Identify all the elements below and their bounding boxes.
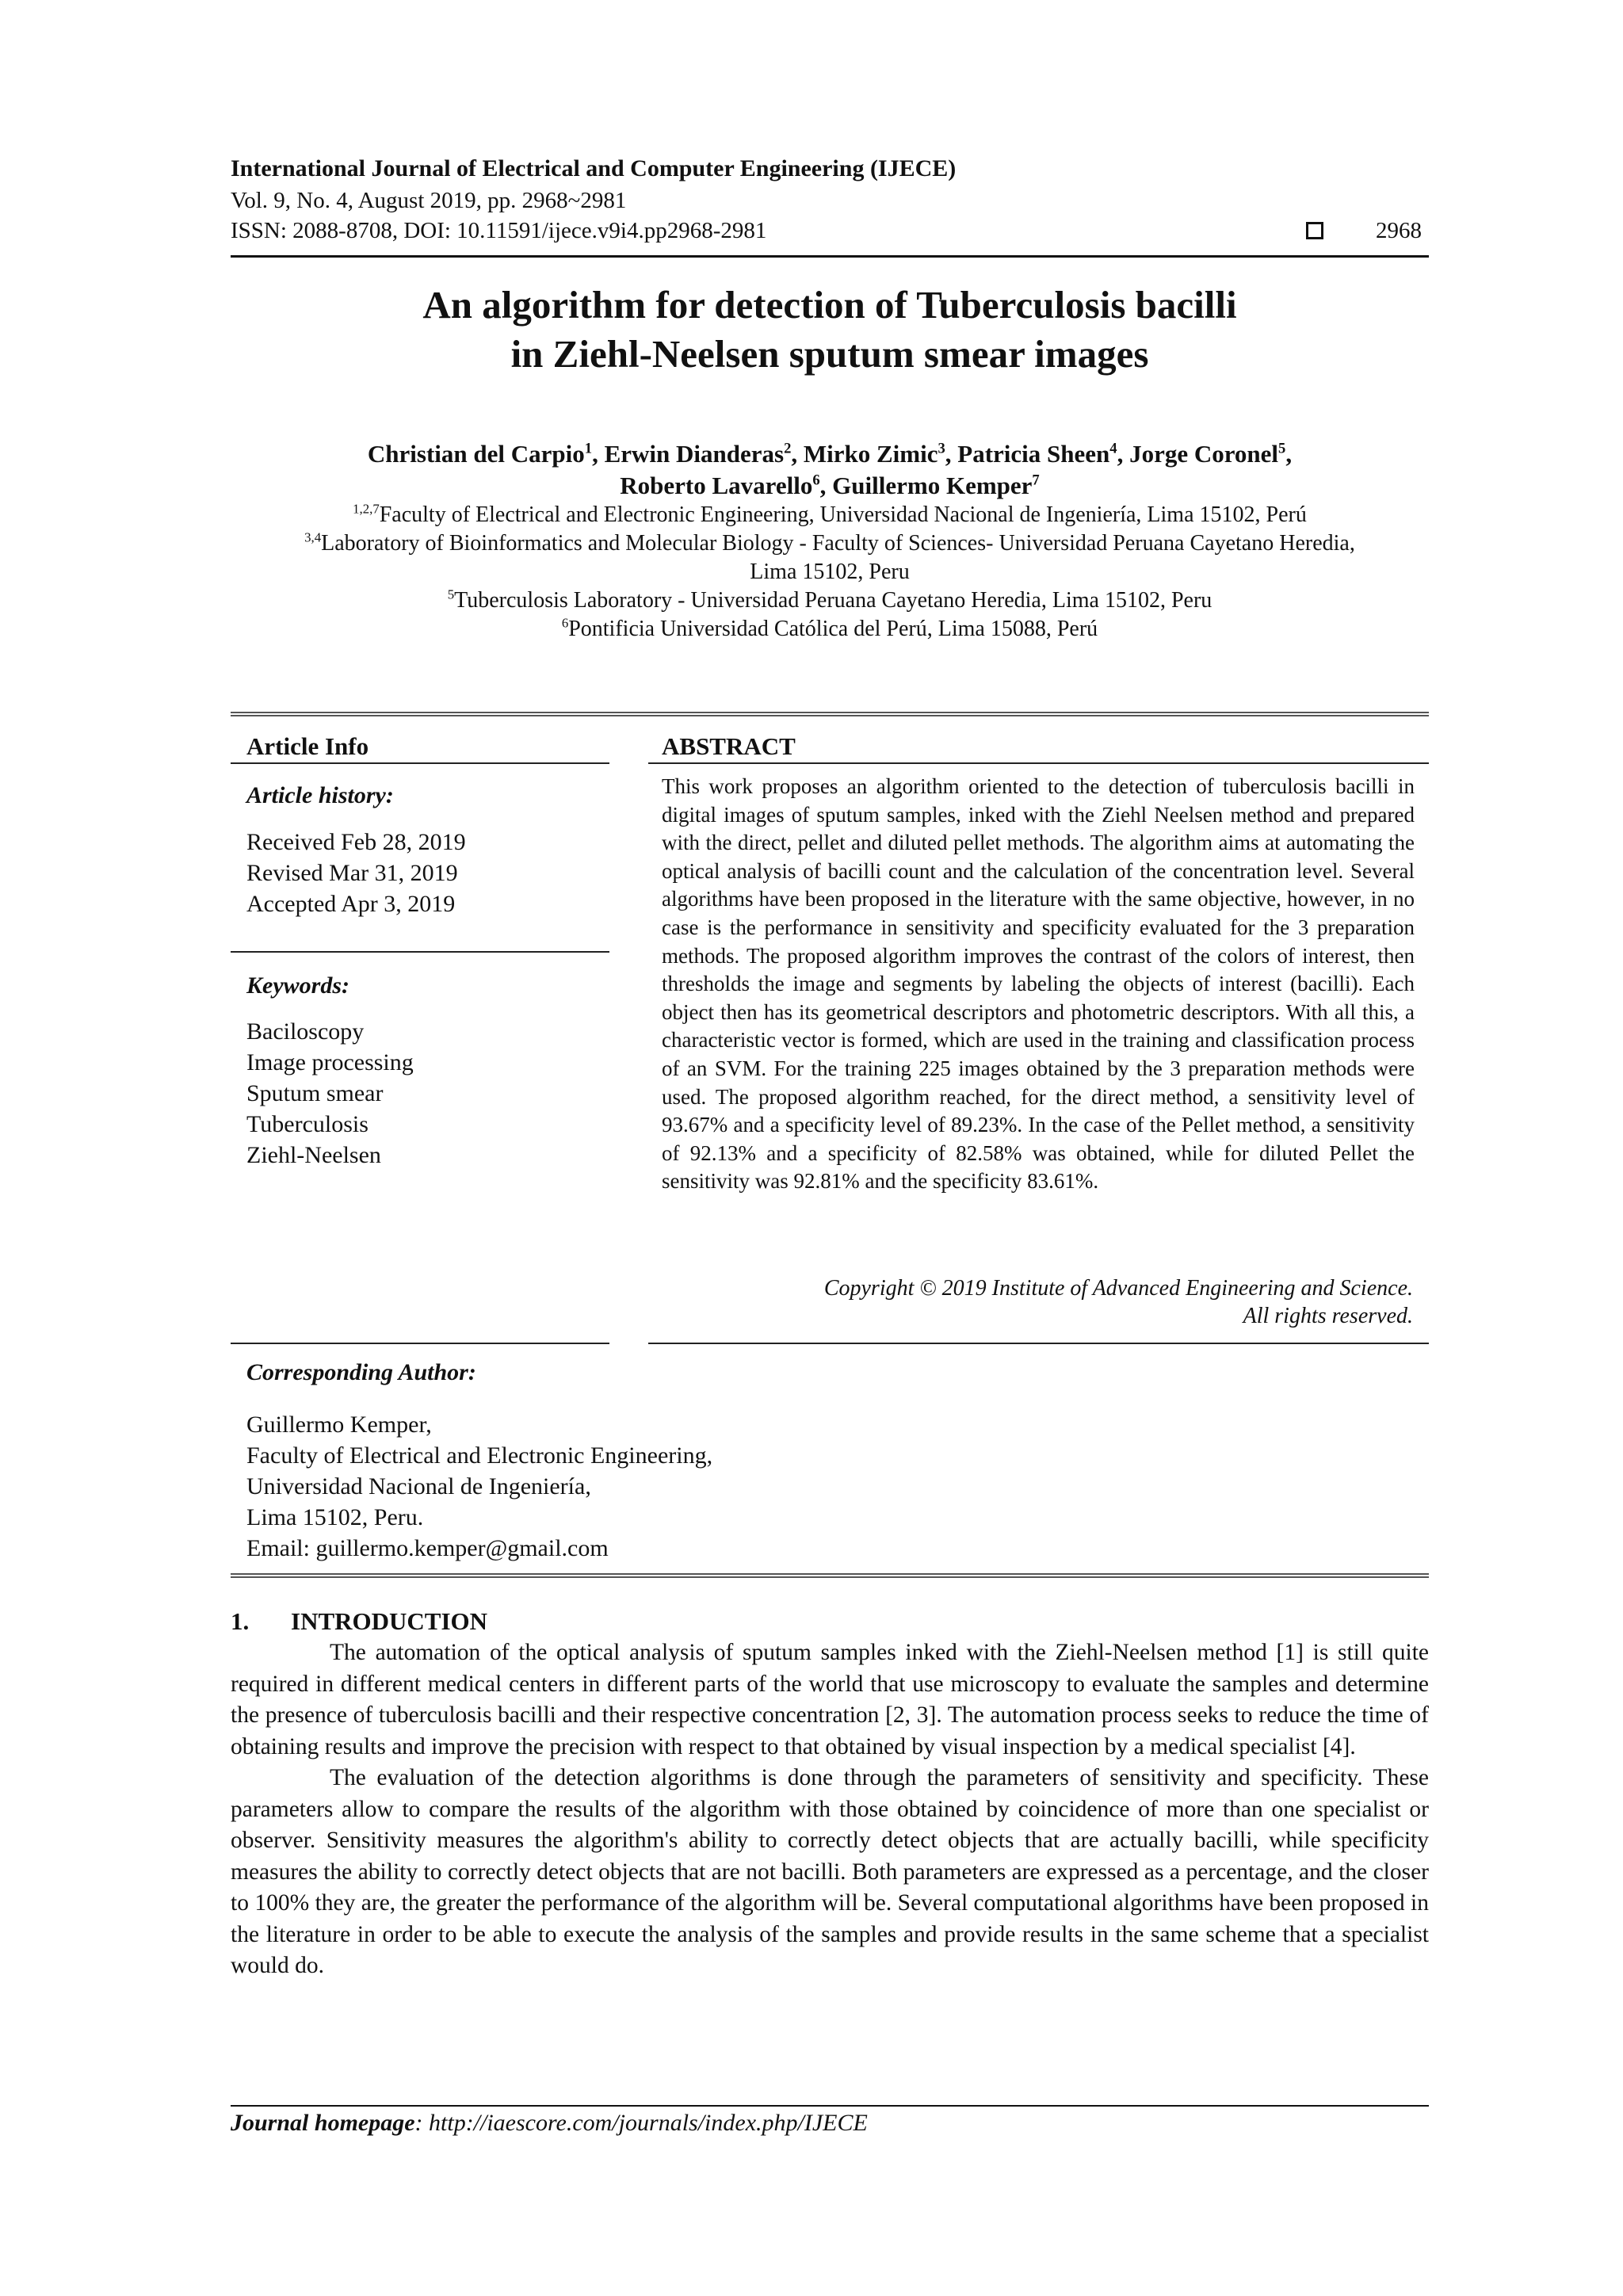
affiliation: [231, 529, 1429, 558]
corresponding-line: Guillermo Kemper,: [246, 1412, 432, 1438]
corresponding-author-details: [246, 1409, 712, 1564]
journal-name: International Journal of Electrical and Computer Engineering (IJECE): [231, 155, 957, 181]
copyright-notice: [824, 1274, 1413, 1330]
affiliation: [231, 558, 1429, 586]
author-line-2: Roberto Lavarello$^6$, Guillermo Kemper$^7$: [620, 472, 1040, 499]
abstract-rule: [648, 762, 1429, 764]
author-name: Erwin Dianderas: [604, 440, 785, 468]
history-item: Received Feb 28, 2019: [246, 829, 466, 855]
affiliation-text: Pontificia Universidad Católica del Perú, Lima 15088, Perú: [568, 617, 1098, 641]
affiliation-sup: 3,4: [304, 529, 322, 545]
article-history-list: [246, 827, 466, 919]
abstract-heading: ABSTRACT: [662, 732, 796, 760]
copyright-line: All rights reserved.: [1243, 1304, 1413, 1328]
author-name: Patricia Sheen: [957, 440, 1110, 468]
corresponding-line: Faculty of Electrical and Electronic Engineering,: [246, 1442, 713, 1469]
affiliation: [231, 501, 1429, 529]
author-name: Mirko Zimic: [803, 440, 938, 468]
introduction-body: [231, 1637, 1429, 1982]
title-line-2: in Ziehl-Neelsen sputum smear images: [510, 332, 1149, 376]
header-rule: [231, 255, 1429, 258]
homepage-label: Journal homepage: [231, 2110, 415, 2136]
homepage-url[interactable]: : http://iaescore.com/journals/index.php/IJECE: [414, 2110, 868, 2136]
page-number: 2968: [1376, 218, 1422, 243]
corresponding-email: Email: guillermo.kemper@gmail.com: [246, 1535, 609, 1561]
journal-homepage: [231, 2108, 868, 2138]
author-name: Christian del Carpio: [367, 440, 585, 468]
affiliation-sup: 1,2,7: [353, 501, 380, 517]
author-name: Guillermo Kemper: [832, 472, 1033, 499]
corresponding-author-heading: Corresponding Author:: [246, 1359, 476, 1385]
info-bottom-thick-rule: [231, 1573, 1429, 1578]
section-number: 1.: [231, 1607, 250, 1635]
corresponding-line: Lima 15102, Peru.: [246, 1504, 424, 1530]
author-sup: 5: [1278, 440, 1286, 457]
abstract-text: This work proposes an algorithm oriented to the detection of tuberculosis bacilli in digital images of sputum samples, inked with the Ziehl Neelsen method and prepared with the direct, pellet and diluted pellet methods. The algorithm aims at automating the optical analysis of bacilli count and the calculation of the concentration level. Several algorithms have been proposed in the literature with the same objective, however, in no case is the performance in sensitivity and specificity evaluated for the 3 preparation methods. The proposed algorithm improves the contrast of the colors of interest, then thresholds the image and segments by labeling the objects of interest (bacilli). Each object then has its geometrical descriptors and photometric descriptors. With all this, a characteristic vector is formed, which are used in the training and classification process of an SVM. For the training 225 images obtained by the 3 preparation methods were used. The proposed algorithm reached, for the direct method, a sensitivity level of 93.67% and a specificity level of 89.23%. In the case of the Pellet method, a sensitivity of 92.13% and a specificity of 82.58% was obtained, while for diluted Pellet the sensitivity was 92.81% and the specificity 83.61%.: [662, 774, 1415, 1194]
keyword: Sputum smear: [246, 1080, 384, 1106]
abstract-bottom-rule: [648, 1343, 1429, 1344]
article-history-heading: Article history:: [246, 782, 394, 808]
keywords-heading: Keywords:: [246, 972, 349, 999]
journal-issn-doi: ISSN: 2088-8708, DOI: 10.11591/ijece.v9i4.pp2968-2981: [231, 218, 767, 243]
paragraph: The evaluation of the detection algorithms is done through the parameters of sensitivity and specificity. These parameters allow to compare the results of the algorithm with those obtained by coincidence of more than one specialist or observer. Sensitivity measures the algorithm's ability to correctly detect objects that are actually bacilli, while specificity measures the ability to correctly detect objects that are not bacilli. Both parameters are expressed as a percentage, and the closer to 100% they are, the greater the performance of the algorithm will be. Several computational algorithms have been proposed in the literature in order to be able to execute the analysis of the samples and provide results in the same scheme that a specialist would do.: [231, 1765, 1429, 1978]
keyword: Baciloscopy: [246, 1018, 365, 1045]
author-sup: 6: [812, 472, 820, 489]
author-list: [231, 438, 1429, 502]
author-name: Roberto Lavarello: [620, 472, 813, 499]
title-line-1: An algorithm for detection of Tuberculosis bacilli: [422, 283, 1237, 327]
author-sup: 4: [1109, 440, 1117, 457]
section-title: INTRODUCTION: [291, 1607, 488, 1635]
affiliation-sup: 5: [447, 586, 455, 602]
affiliation: [231, 615, 1429, 644]
affiliation-text: Faculty of Electrical and Electronic Engineering, Universidad Nacional de Ingeniería, Lima 15102, Perú: [379, 502, 1307, 527]
history-item: Revised Mar 31, 2019: [246, 860, 458, 886]
affiliation: [231, 586, 1429, 615]
affiliation-text: Laboratory of Bioinformatics and Molecular Biology - Faculty of Sciences- Universidad Peruana Cayetano Heredia,: [321, 531, 1355, 556]
author-sup: 1: [584, 440, 593, 457]
article-info-rule: [231, 762, 609, 764]
info-bottom-rule: [231, 1343, 609, 1344]
keywords-rule: [231, 951, 609, 953]
keyword: Image processing: [246, 1049, 414, 1075]
corresponding-line: Universidad Nacional de Ingeniería,: [246, 1473, 591, 1499]
paragraph: The automation of the optical analysis of sputum samples inked with the Ziehl-Neelsen method [1] is still quite required in different medical centers in different parts of the world that use microscopy to evaluate the samples and determine the presence of tuberculosis bacilli and their respective concentration [2, 3]. The automation process seeks to reduce the time of obtaining results and improve the precision with respect to that obtained by visual inspection by a medical specialist [4].: [231, 1640, 1429, 1759]
paper-title: [231, 281, 1429, 379]
keywords-list: [246, 1016, 414, 1171]
info-top-rule: [231, 712, 1429, 716]
footer-rule: [231, 2105, 1429, 2107]
author-sup: 7: [1032, 472, 1040, 489]
affiliation-text: Tuberculosis Laboratory - Universidad Peruana Cayetano Heredia, Lima 15102, Peru: [454, 588, 1212, 613]
affiliation-text: Lima 15102, Peru: [750, 560, 910, 584]
copyright-line: Copyright © 2019 Institute of Advanced Engineering and Science.: [823, 1276, 1413, 1301]
article-info-heading: Article Info: [246, 732, 369, 760]
affiliation-list: [231, 501, 1429, 644]
author-sup: 3: [938, 440, 945, 457]
affiliation-sup: 6: [561, 615, 569, 631]
author-line-1: Christian del Carpio$^1$, Erwin Dianderas$^2$, Mirko Zimic$^3$, Patricia Sheen$^4$, Jorge Coronel$^5$,: [367, 440, 1293, 468]
square-icon: [1306, 222, 1323, 239]
keyword: Tuberculosis: [246, 1111, 369, 1137]
journal-volume: Vol. 9, No. 4, August 2019, pp. 2968~2981: [231, 188, 627, 213]
author-sup: 2: [784, 440, 792, 457]
author-name: Jorge Coronel: [1129, 440, 1279, 468]
history-item: Accepted Apr 3, 2019: [246, 891, 456, 917]
section-heading: [231, 1607, 487, 1636]
keyword: Ziehl-Neelsen: [246, 1142, 381, 1168]
